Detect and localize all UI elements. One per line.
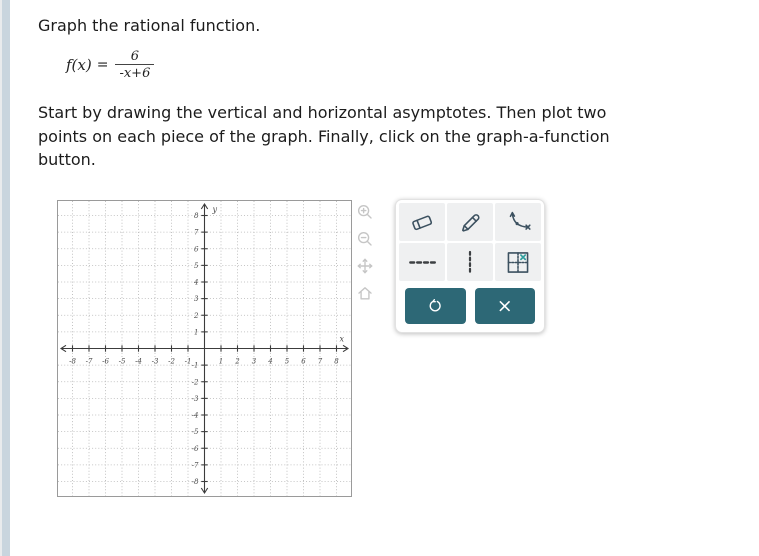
x-tick-label: -7: [85, 357, 93, 366]
y-axis-letter: y: [212, 205, 218, 214]
dashed-horizontal-line-icon: [407, 249, 437, 276]
y-tick-label: 8: [194, 212, 199, 220]
eraser-tool[interactable]: [399, 203, 445, 241]
axes: [61, 204, 348, 493]
y-tick-label: -4: [191, 411, 199, 420]
graph-zoom-controls: [355, 203, 375, 302]
pencil-tool[interactable]: [447, 203, 493, 241]
y-tick-label: 3: [194, 295, 199, 304]
eraser-icon: [407, 209, 437, 236]
y-tick-label: 7: [194, 228, 199, 237]
zoom-out-icon: [356, 230, 374, 248]
x-tick-label: 1: [218, 357, 224, 366]
y-tick-label: 6: [194, 245, 199, 254]
x-tick-label: 7: [317, 357, 323, 366]
x-tick-label: -5: [118, 357, 126, 366]
instruction-line: points on each piece of the graph. Finally, click on the graph-a-function: [38, 126, 610, 146]
undo-button[interactable]: [405, 288, 466, 324]
x-tick-label: 6: [301, 357, 306, 366]
y-tick-label: -8: [191, 478, 199, 486]
formula-denominator: -x+6: [115, 64, 154, 81]
clear-button[interactable]: [475, 288, 536, 324]
x-tick-label: 3: [251, 357, 257, 366]
problem-title: Graph the rational function.: [38, 16, 261, 35]
horizontal-asymptote-tool[interactable]: [399, 243, 445, 281]
y-tick-label: 1: [194, 328, 199, 337]
y-tick-label: 5: [194, 261, 199, 270]
tool-palette: [395, 199, 545, 333]
zoom-in-icon: [356, 203, 374, 221]
pan-button[interactable]: [355, 257, 375, 275]
formula-numerator: 6: [130, 49, 140, 64]
x-tick-label: -2: [168, 357, 175, 366]
pan-icon: [356, 257, 374, 275]
x-tick-label: -6: [102, 357, 109, 366]
reset-view-button[interactable]: [355, 284, 375, 302]
zoom-in-button[interactable]: [355, 203, 375, 221]
x-tick-label: -1: [184, 357, 192, 366]
zoom-out-button[interactable]: [355, 230, 375, 248]
pencil-icon: [455, 209, 485, 236]
formula-lhs: f(x): [66, 56, 92, 74]
y-tick-label: -5: [191, 428, 199, 437]
formula-fraction: [115, 49, 154, 81]
dashed-vertical-line-icon: [455, 249, 485, 276]
instruction-line: Start by drawing the vertical and horizontal asymptotes. Then plot two: [38, 103, 607, 122]
graph-canvas[interactable]: [57, 200, 352, 497]
graph-a-function-icon: [503, 249, 533, 276]
x-axis-letter: x: [339, 334, 344, 344]
y-tick-label: -6: [191, 444, 199, 453]
y-tick-label: -2: [191, 378, 199, 387]
close-icon: ×: [496, 294, 513, 317]
y-tick-label: -1: [191, 361, 199, 370]
instruction-line: button.: [38, 150, 96, 169]
x-tick-label: 4: [268, 357, 273, 366]
x-tick-label: 5: [284, 357, 290, 366]
graph-a-function-button[interactable]: [495, 243, 541, 281]
function-formula: [66, 49, 154, 81]
curve-icon: [503, 209, 533, 236]
tool-grid: [399, 203, 541, 281]
y-tick-label: -3: [191, 394, 199, 403]
x-tick-label: -8: [69, 357, 76, 366]
x-tick-label: 8: [334, 357, 339, 366]
x-tick-label: -3: [151, 357, 159, 366]
instructions-text: [38, 101, 710, 172]
left-edge-stripe: [0, 0, 10, 556]
curve-tool[interactable]: [495, 203, 541, 241]
formula-equals: =: [96, 57, 109, 73]
y-tick-label: 4: [194, 278, 199, 287]
y-tick-label: -7: [191, 461, 199, 470]
x-tick-label: 2: [235, 357, 240, 366]
x-tick-label: -4: [135, 357, 142, 366]
coordinate-grid: [58, 201, 351, 496]
undo-icon: [425, 296, 446, 316]
vertical-asymptote-tool[interactable]: [447, 243, 493, 281]
home-icon: [356, 284, 374, 302]
y-tick-label: 2: [194, 311, 199, 320]
palette-actions: [399, 288, 541, 324]
